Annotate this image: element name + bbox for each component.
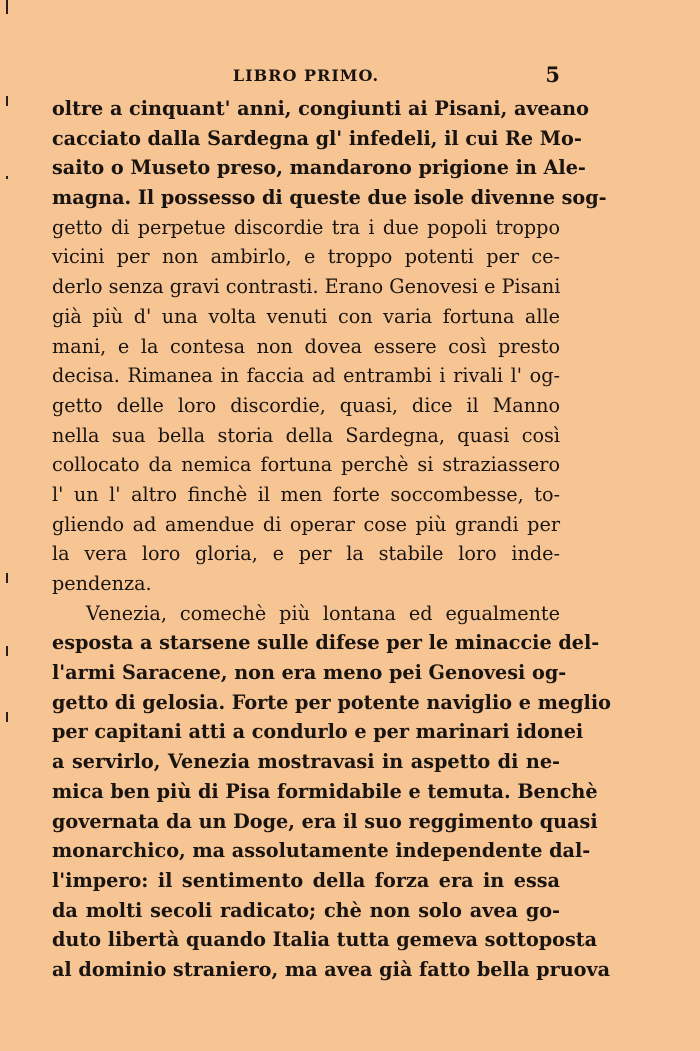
margin-mark bbox=[6, 176, 8, 179]
text-line: per capitani atti a condurlo e per marinari idonei bbox=[52, 720, 584, 744]
text-line: l'armi Saracene, non era meno pei Genovesi og- bbox=[52, 661, 567, 685]
text-line: pendenza. bbox=[52, 572, 152, 595]
text-line: governata da un Doge, era il suo reggimento quasi bbox=[52, 809, 598, 833]
margin-mark bbox=[6, 573, 8, 583]
text-line: cacciato dalla Sardegna gl' infedeli, il cui Re Mo- bbox=[52, 126, 582, 150]
text-line: mica ben più di Pisa formidabile e temuta. Benchè bbox=[52, 779, 598, 803]
text-line: esposta a starsene sulle difese per le minaccie del- bbox=[52, 631, 600, 655]
margin-mark bbox=[6, 646, 8, 656]
text-line: già più d' una volta venuti con varia fortuna alle bbox=[52, 304, 560, 328]
text-line: collocato da nemica fortuna perchè si straziassero bbox=[52, 453, 560, 477]
text-line: da molti secoli radicato; chè non solo avea go- bbox=[52, 898, 560, 922]
text-line: gliendo ad amendue di operar cose più grandi per bbox=[52, 512, 560, 536]
text-line: getto di gelosia. Forte per potente naviglio e meglio bbox=[52, 690, 611, 714]
text-line: duto libertà quando Italia tutta gemeva sottoposta bbox=[52, 928, 598, 952]
text-line: nella sua bella storia della Sardegna, quasi così bbox=[52, 423, 560, 447]
text-line: mani, e la contesa non dovea essere così presto bbox=[52, 334, 560, 358]
text-line: oltre a cinquant' anni, congiunti ai Pisani, aveano bbox=[52, 97, 589, 120]
page-number: 5 bbox=[545, 62, 560, 87]
text-line: getto di perpetue discordie tra i due popoli troppo bbox=[52, 215, 560, 239]
text-line: saito o Museto preso, mandarono prigione in Ale- bbox=[52, 156, 586, 180]
text-line: Venezia, comechè più lontana ed egualmente bbox=[86, 601, 560, 625]
text-line: vicini per non ambirlo, e troppo potenti per ce- bbox=[52, 245, 560, 269]
running-title: LIBRO PRIMO. bbox=[232, 66, 380, 85]
text-line: l' un l' altro finchè il men forte soccombesse, to- bbox=[52, 482, 560, 506]
text-line: decisa. Rimanea in faccia ad entrambi i rivali l' og- bbox=[52, 364, 560, 388]
body-text bbox=[52, 94, 611, 985]
margin-mark bbox=[6, 96, 8, 106]
text-line: al dominio straniero, ma avea già fatto bella pruova bbox=[52, 957, 611, 981]
text-line: l'impero: il sentimento della forza era in essa bbox=[52, 868, 560, 892]
text-line: la vera loro gloria, e per la stabile loro inde- bbox=[52, 542, 560, 566]
running-header bbox=[52, 62, 560, 92]
text-line: a servirlo, Venezia mostravasi in aspetto di ne- bbox=[52, 750, 560, 774]
margin-mark bbox=[6, 712, 8, 722]
text-line: monarchico, ma assolutamente independente dal- bbox=[52, 839, 591, 863]
text-line: magna. Il possesso di queste due isole divenne sog- bbox=[52, 186, 607, 210]
text-line: getto delle loro discordie, quasi, dice il Manno bbox=[52, 393, 560, 417]
margin-mark bbox=[6, 0, 8, 14]
text-line: derlo senza gravi contrasti. Erano Genovesi e Pisani bbox=[52, 275, 561, 299]
